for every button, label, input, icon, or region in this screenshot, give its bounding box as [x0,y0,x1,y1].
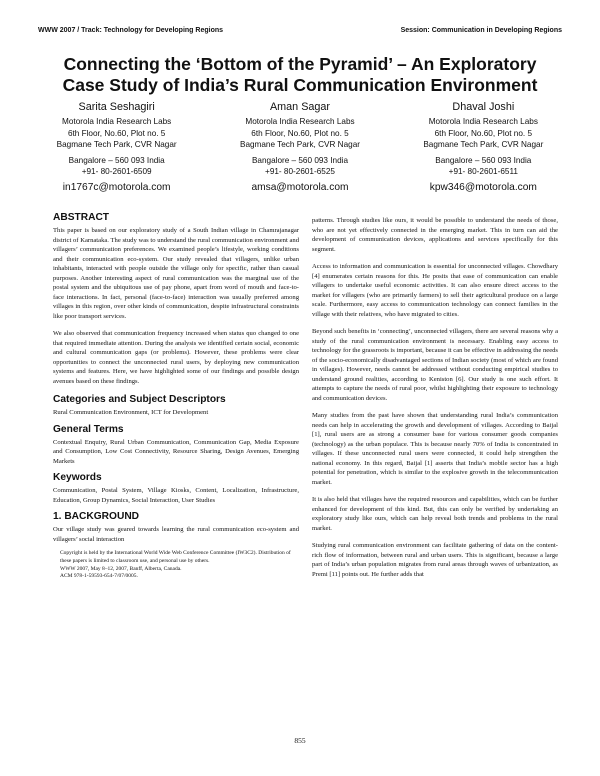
author-city: Bangalore – 560 093 India [251,155,349,165]
keywords-text: Communication, Postal System, Village Kiosks, Content, Localization, Infrastructure, Education, Group Dynamics, Social Interaction, User Studies [53,487,299,504]
body-paragraph-2: Access to information and communication is essential for unconnected villages. Chowdhary [4] enumerates certain reasons for this. He posits that ease of communication can enable villagers to undertake useful economic activities. It can also ensure direct access to the market for villagers (who are primarily farmers) to sell their agricultural produce on a large scale. Furthermore, easy access to communication technology can connect families in the village with their relatives, who have migrated to cities. [312,263,558,318]
author-org: Motorola India Research Labs [62,117,172,126]
author-email: kpw346@motorola.com [429,181,537,193]
author-address-1: 6th Floor, No.60, Plot no. 5 [67,128,166,138]
copyright-notice [53,550,299,581]
body-paragraph-4: Many studies from the past have shown that understanding rural India’s communication needs can help in accelerating the growth and development of villages. According to Baijal [1], rural users are as strong a consumer base for various consumer goods companies (technology) as the urban populace. This is because nearly 70% of India is concentrated in villages. If these unconnected rural users were connected, it could help strengthen the national economy. In this regard, Baijal [1] asserts that India’s mobile sector has a high potential for penetration, which is similar to the explosive growth in the telecommunication market. [312,412,558,486]
background-heading: 1. BACKGROUND [53,511,140,522]
categories-text: Rural Communication Environment, ICT for Development [53,409,209,416]
author-phone: +91- 80-2601-6525 [265,167,335,176]
abstract-paragraph-2: We also observed that communication frequency increased when status quo changed to one that required immediate attention. During the analysis we identified certain social, economic and cultural communication gaps (or problems). However, these problems were clear opportunities to connect the unconnected rural users, by deploying new communication systems and features. Here, we have highlighted some of our findings and possible design avenues based on these findings. [53,330,299,385]
body-paragraph-5: It is also held that villages have the required resources and capabilities, which can be further enhanced for development of this kind. But, this can only be verified by undertaking an exploratory study like ours, which can help reveal both trends and problems in the rural market. [312,496,558,532]
abstract-heading: ABSTRACT [53,212,110,223]
right-column [312,216,558,587]
author-block [25,100,575,195]
author-city: Bangalore – 560 093 India [68,155,165,165]
keywords-heading: Keywords [53,472,102,483]
copyright-line-2: WWW 2007, May 8–12, 2007, Banff, Alberta, Canada. [60,565,182,572]
left-column [53,212,299,581]
title-line-2: Case Study of India’s Rural Communication Environment [62,75,538,95]
author-address-1: 6th Floor, No.60, Plot no. 5 [434,128,533,138]
background-text: Our village study was geared towards learning the rural communication eco-system and villagers’ social interaction [53,526,299,543]
abstract-paragraph-1: This paper is based on our exploratory study of a South Indian village in Chamrajanagar district of Karnataka. The study was to understand the rural communication environment and villagers’ communication preferences. We examined people’s lifestyle, working conditions and their communication eco-system. Our study revealed that villagers, unlike urban inhabitants, interacted with people outside the village only for specific, rather than casual purposes. Another interesting aspect of rural communication was the marginal use of the postal system and the ubiquitous use of pay phone, apart from word of mouth and face-to-face interactions. In fact, personal (face-to-face) interaction was usually preferred among villages in this region, over other kinds of communication, despite infrastructural constraints like poor transport services. [53,227,299,320]
copyright-line-1: Copyright is held by the International World Wide Web Conference Committee (IW3C2). Distribution of these papers is limited to classroom use, and personal use by others. [60,550,291,564]
running-header [38,27,562,39]
general-terms-heading: General Terms [53,423,124,435]
author-address-2: Bagmane Tech Park, CVR Nagar [56,140,177,149]
author-org: Motorola India Research Labs [428,117,538,126]
author-name: Sarita Seshagiri [78,101,155,113]
body-paragraph-3: Beyond such benefits in ‘connecting’, unconnected villagers, there are several reasons why a study of the rural communication environment is necessary. Enabling easy access to technology for the grassroots is important, because it can be effective in addressing the needs of the socio-economically disadvantaged sections of Indian society (most of which are found in villages). However, needs cannot be addressed without conducting empirical studies to understand ground realities, according to Keniston [6]. Our study is one such effort. It attempts to capture the needs of rural poor, whilst highlighting their exposure to technology and communication devices. [312,328,558,402]
author-city: Bangalore – 560 093 India [435,155,532,165]
author-address-2: Bagmane Tech Park, CVR Nagar [239,140,360,149]
general-terms-text: Contextual Enquiry, Rural Urban Communication, Communication Gap, Media Exposure and Consumption, Low Cost Connectivity, Resource Sharing, Design Avenues, Emerging Markets [53,438,299,465]
author-email: amsa@motorola.com [251,181,349,193]
author-address-2: Bagmane Tech Park, CVR Nagar [423,140,544,149]
author-org: Motorola India Research Labs [245,117,355,126]
author-name: Aman Sagar [269,101,330,113]
body-paragraph-6: Studying rural communication environment can facilitate gathering of data on the content-rich flow of information, between rural and urban users. This is significant, because a large part of India’s urban population migrates from rural areas through waves of urbanization, as Premi [11] points out. He further adds that [312,542,558,578]
author-address-1: 6th Floor, No.60, Plot no. 5 [251,128,349,138]
header-session: Session: Communication in Developing Regions [400,27,562,34]
categories-heading: Categories and Subject Descriptors [53,394,226,405]
author-2 [208,100,391,195]
paper-title [20,54,580,96]
copyright-line-3: ACM 978-1-59593-654-7/07/0005. [60,573,138,580]
author-3 [392,100,575,195]
title-line-1: Connecting the ‘Bottom of the Pyramid’ – An Exploratory [63,54,537,74]
page-number: 855 [294,736,306,745]
header-track: WWW 2007 / Track: Technology for Developing Regions [38,27,224,34]
author-phone: +91- 80-2601-6509 [81,167,152,176]
author-1 [25,100,208,195]
author-phone: +91- 80-2601-6511 [448,167,518,176]
author-email: in1767c@motorola.com [62,181,171,193]
body-paragraph-1: patterns. Through studies like ours, it would be possible to understand the needs of those, who are not yet effectively connected in the emerging market. This in turn can aid the development of communication devices, applications and services specifically for this segment. [312,217,558,253]
author-name: Dhaval Joshi [452,101,515,113]
